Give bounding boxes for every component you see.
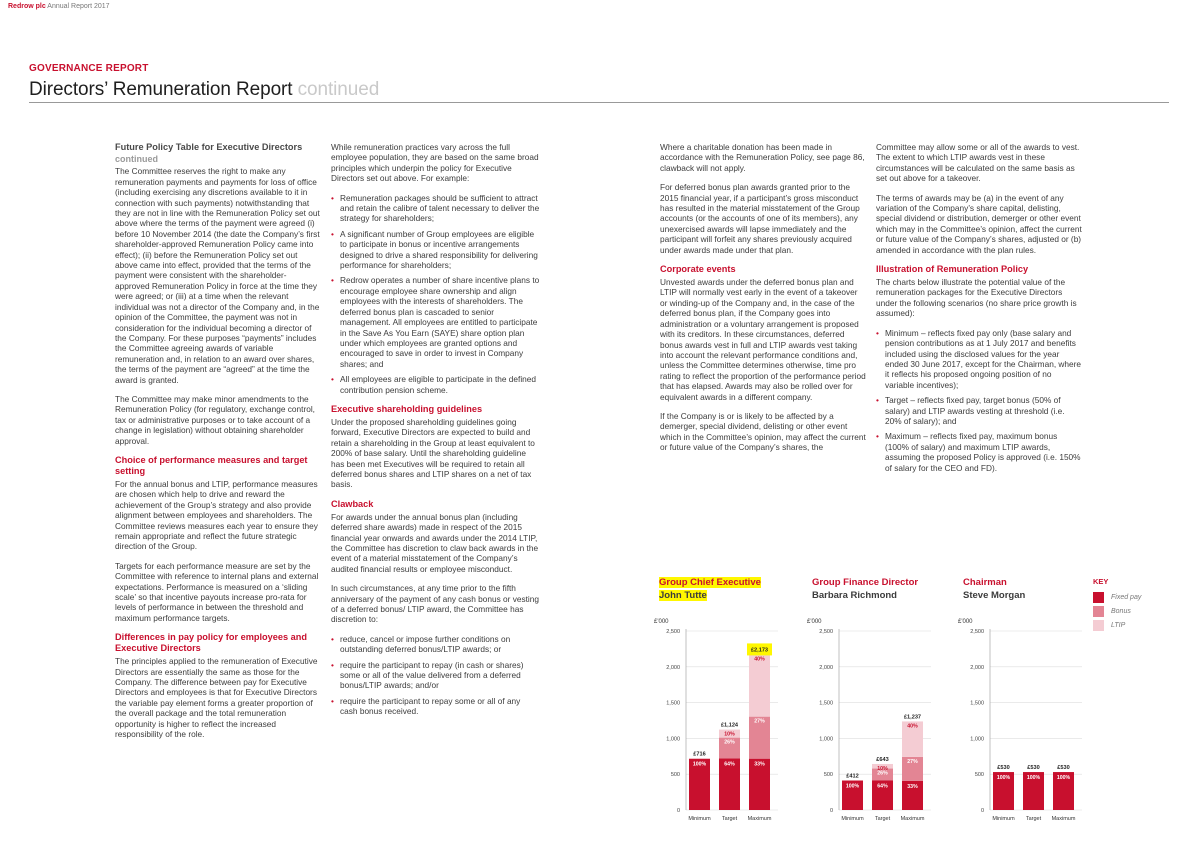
column-4 [876,142,1082,482]
y-axis-unit: £'000 [958,619,973,625]
list-item: • require the participant to repay some or all of any cash bonus received. [331,695,521,717]
list-item: • All employees are eligible to participate in the defined contribution pension scheme. [331,374,537,395]
heading-illustration: Illustration of Remuneration Policy [876,264,1029,275]
chart-title: Group Chief Executive [659,577,761,588]
company-name: Redrow plc [8,3,46,10]
x-tick-label: Target [1025,816,1042,822]
paragraph: Targets for each performance measure are set by the Committee with reference to internal plans and external expectations. Performance is measured on a ‘sliding scale’ so that incentive payouts increase pro-rata for levels of performance in between the threshold and maximum performance targets. [115,560,319,623]
chart-subtitle: John Tutte [659,590,707,601]
heading-continued: continued [115,154,158,164]
x-tick-label: Minimum [841,816,864,822]
section-label: GOVERNANCE REPORT [29,63,149,74]
segment-label: 26% [877,770,888,777]
y-tick-label: 2,000 [819,664,833,671]
y-tick-label: 2,500 [666,629,680,635]
paragraph: Unvested awards under the deferred bonus plan and LTIP will normally vest early in the event of a takeover or winding-up of the Company and, in the case of the deferred bonus plan, if the Company goes into administration or a voluntary arrangement is proposed with its creditors. In these circumstances, deferred bonus awards vest in full and LTIP awards vest taking into account the relevant performance conditions and, unless the Committee determines otherwise, time pro rating to reflect the proportion of the performance period that has elapsed. Awards may also be rolled over for equivalent awards in a different company. [660,277,866,402]
paragraph: For awards under the annual bonus plan (including deferred share awards) made in respect of the 2015 financial year onwards and awards under the 2014 LTIP, the Committee has discretion to claw back awards in the event of a material misstatement of the Company’s audited financial results or employee misconduct. [331,511,539,574]
bar-total-label: £412 [846,773,859,780]
page-title [29,79,379,101]
paragraph: Committee may allow some or all of the awards to vest. The extent to which LTIP awards vest in these circumstances will be calculated on the same basis as set out above for a takeover. [876,142,1080,184]
bar-total-label: £1,237 [903,714,922,721]
y-tick-label: 2,000 [970,664,984,671]
paragraph: The Committee may make minor amendments to the Remuneration Policy (for regulatory, exchange control, tax or administrative purposes or to take account of a change in legislation) without obtaining shareholder approval. [115,393,315,446]
heading-clawback: Clawback [331,498,374,509]
y-tick-label: 1,000 [970,736,984,743]
y-tick-label: 2,000 [666,664,680,671]
bar-total-label: £530 [1057,765,1070,772]
bullet-list [876,328,1082,473]
y-tick-label: 1,500 [819,700,833,707]
chart-title: Chairman [963,577,1007,588]
x-tick-label: Maximum [1051,816,1076,822]
chart-subtitle: Steve Morgan [963,590,1026,601]
column-2 [331,142,540,726]
bar-total-label: £643 [876,756,889,763]
chart-fd [803,612,943,832]
paragraph: The principles applied to the remuneration of Executive Directors are essentially the same as those for the Company. The difference between pay for Executive Directors and employees is that for Executive Directors the variable pay element forms a greater proportion of the overall package and the total remuneration opportunity is higher to reflect the increased responsibility of the role. [115,656,318,740]
key-swatch [1093,592,1104,603]
segment-label: 33% [907,783,918,790]
y-tick-label: 1,500 [970,700,984,707]
segment-label: 26% [724,739,735,746]
paragraph: Under the proposed shareholding guidelines going forward, Executive Directors are expected to build and retain a shareholding in the Group at least equivalent to 200% of base salary. Until the shareholding guideline has been met Executives will be required to retain all deferred bonus shares and LTIP shares on a net of tax basis. [331,416,535,490]
y-tick-label: 500 [670,772,680,779]
list-item: • A significant number of Group employees are eligible to participate in bonus or incentive arrangements designed to drive a shared responsibility for delivering performance for shareholders; [331,228,538,271]
list-item: • Maximum – reflects fixed pay, maximum bonus (100% of salary) and maximum LTIP awards, assuming the proposed Policy is approved (i.e. 150% of salary for the CEO and FD). [876,431,1081,473]
chart-heading-ceo [659,576,761,602]
key-item-bonus: Bonus [1093,606,1141,617]
bar-total-label: £530 [1027,765,1040,772]
bar-total-label: £1,124 [720,722,739,729]
heading-pay-differences: Differences in pay policy for employees and Executive Directors [115,632,307,654]
x-tick-label: Minimum [688,816,711,822]
key-item-fixed: Fixed pay [1093,592,1141,603]
paragraph: For deferred bonus plan awards granted prior to the 2015 financial year, if a participant’s gross misconduct has resulted in the material misstatement of the Group accounts (or the accounts of one of its members), any unexercised awards will lapse immediately and the participant will forfeit any shares previously acquired under awards made under that plan. [660,182,860,255]
bar-total-label: £716 [693,751,706,758]
paragraph: Where a charitable donation has been made in accordance with the Remuneration Policy, see page 86, clawback will not apply. [660,142,865,173]
segment-label: 100% [845,783,860,790]
segment-label: 100% [692,761,707,768]
paragraph: The terms of awards may be (a) in the event of any variation of the Company’s share capital, delisting, special dividend or distribution, demerger or other event which may in the Committee’s opinion, affect the current or future value of the Company’s shares, adjusted or (b) amended in accordance with the plan rules. [876,192,1082,255]
y-tick-label: 0 [980,808,984,814]
paragraph: If the Company is or is likely to be affected by a demerger, special dividend, delisting or other event which in the Committee’s opinion, may affect the current or future value of the Company’s shares, the [660,410,866,453]
bullet-list [331,634,540,717]
x-tick-label: Minimum [992,816,1015,822]
segment-label: 64% [877,783,888,790]
heading-future-policy: Future Policy Table for Executive Directors [115,142,303,152]
y-tick-label: 500 [974,772,984,779]
paragraph: For the annual bonus and LTIP, performance measures are chosen which help to drive and reward the achievement of the Group’s strategy and also provide alignment between employees and shareholders. The Committee reviews measures each year to ensure they remain appropriate and reflect the future strategic direction of the Group. [115,478,318,552]
list-item: • Redrow operates a number of share incentive plans to encourage employee share ownership and align employees with the interests of shareholders. The deferred bonus plan is cascaded to senior management. All employees are entitled to participate in the Save As You Earn (SAYE) share option plan under which employees are granted options and encouraged to save in order to invest in Company shares; and [331,275,540,369]
segment-label: 100% [1026,775,1041,782]
list-item: • require the participant to repay (in cash or shares) some or all of the value delivered from a deferred bonus/LTIP awards; and/or [331,659,524,691]
x-tick-label: Maximum [747,816,772,822]
bar-total-label: £530 [997,765,1010,772]
segment-label: 40% [754,656,765,663]
chart-heading-chairman [963,576,1025,602]
list-item: • Remuneration packages should be sufficient to attract and retain the calibre of talent necessary to deliver the strategy for shareholders; [331,192,540,224]
x-tick-label: Target [721,816,738,822]
bullet-list [331,193,540,395]
y-tick-label: 1,000 [819,736,833,743]
chart-heading-fd [812,576,918,602]
segment-label: 40% [907,723,918,730]
chart-chairman [954,612,1094,832]
segment-label: 27% [907,758,918,765]
list-item: • reduce, cancel or impose further conditions on outstanding deferred bonus/LTIP awards; or [331,633,511,655]
paragraph: The Committee reserves the right to make any remuneration payments and payments for loss of office (including exercising any discretions available to it in connection with such payments) notwithstanding that they are not in line with the Remuneration Policy set out above where the terms of the payment were agreed (i) before 10 November 2014 (the date the Company’s first shareholder-approved Remuneration Policy came into effect); (ii) before the Remuneration Policy set out above came into effect, provided that the terms of the payment were consistent with the shareholder-approved Remuneration Policy in force at the time they were agreed; or (iii) at a time when the relevant individual was not a director of the Company and, in the opinion of the Committee, the payment was not in consideration for the individual becoming a director of the Company. For these purposes “payments” includes the Committee agreeing awards of variable remuneration and, in relation to an award over shares, the terms of the payment are “agreed” at the time the award is granted. [115,166,320,385]
segment-label: 33% [754,761,765,768]
title-rule [29,102,1169,103]
y-tick-label: 1,500 [666,700,680,707]
segment-label: 64% [724,761,735,768]
y-tick-label: 0 [676,808,680,814]
column-1 [115,142,321,749]
segment-label: 27% [754,718,765,725]
y-tick-label: 2,500 [970,629,984,635]
list-item: • Target – reflects fixed pay, target bonus (50% of salary) and LTIP awards vesting at threshold (i.e. 20% of salary); and [876,395,1065,426]
heading-performance-measures: Choice of performance measures and target setting [115,454,308,476]
heading-corporate-events: Corporate events [660,264,736,275]
page-title-main: Directors’ Remuneration Report [29,79,293,100]
bar-segment [749,654,770,716]
heading-shareholding: Executive shareholding guidelines [331,403,483,414]
paragraph: While remuneration practices vary across the full employee population, they are based on the same broad principles which underpin the policy for Executive Directors set out above. For example: [331,142,539,184]
segment-label: 100% [1056,775,1071,782]
list-item: • Minimum – reflects fixed pay only (base salary and pension contributions as at 1 July 2017 and benefits included using the disclosed values for the year ended 30 June 2017, except for the Chairman, where it reflects his proposed ongoing position of no variable incentives); [876,327,1082,390]
chart-ceo [650,612,790,832]
chart-key [1093,577,1141,634]
key-swatch [1093,606,1104,617]
paragraph: In such circumstances, at any time prior to the fifth anniversary of the payment of any cash bonus or vesting of a deferred bonus/ LTIP award, the Committee has discretion to: [331,583,540,625]
page-title-suffix: continued [297,79,380,100]
x-tick-label: Target [874,816,891,822]
chart-subtitle: Barbara Richmond [812,590,897,601]
y-tick-label: 500 [823,772,833,779]
paragraph: The charts below illustrate the potential value of the remuneration packages for the Executive Directors under the following scenarios (no share price growth is assumed): [876,277,1077,319]
y-axis-unit: £'000 [654,619,669,625]
column-3 [660,142,866,462]
segment-label: 10% [724,731,735,738]
key-title: KEY [1093,577,1109,586]
y-tick-label: 2,500 [819,629,833,635]
y-tick-label: 1,000 [666,736,680,743]
x-tick-label: Maximum [900,816,925,822]
bar-total-label: £2,173 [750,647,769,654]
key-swatch [1093,620,1104,631]
y-axis-unit: £'000 [807,619,822,625]
segment-label: 100% [996,775,1011,782]
segment-label: 10% [877,765,888,772]
chart-title: Group Finance Director [812,577,919,588]
running-header [8,3,110,10]
y-tick-label: 0 [829,808,833,814]
key-item-ltip: LTIP [1093,620,1141,631]
report-name: Annual Report 2017 [47,3,110,10]
